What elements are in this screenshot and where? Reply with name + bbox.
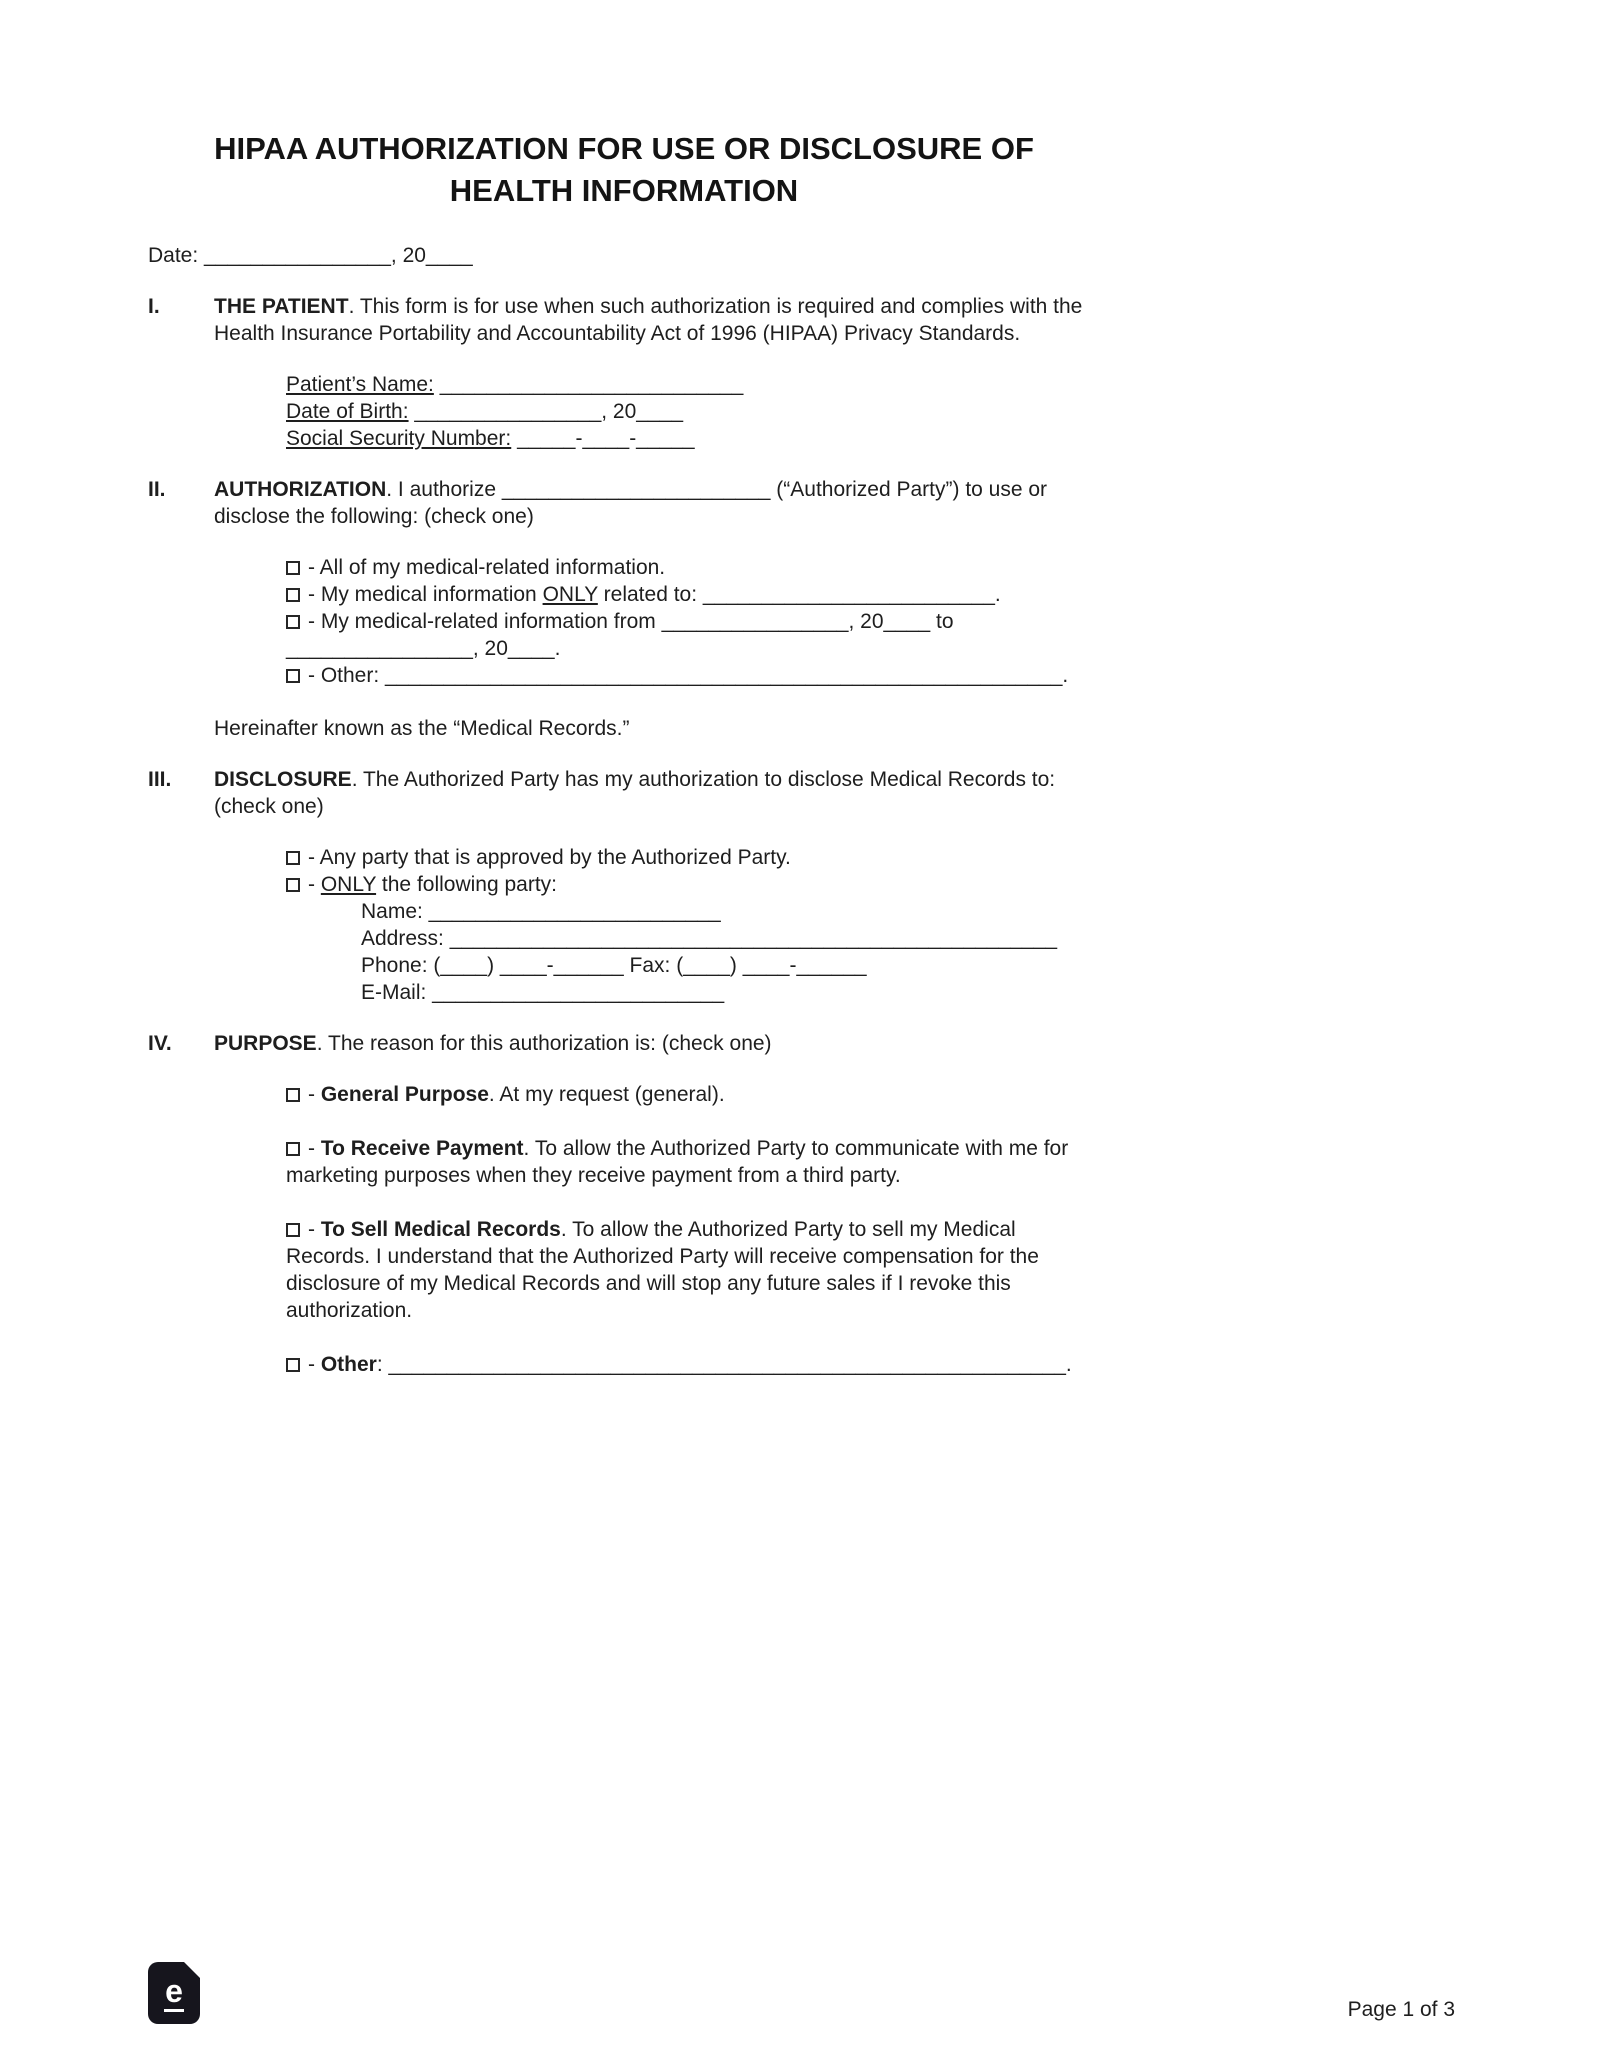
- option-date-range: [286, 608, 1100, 662]
- option-other-label: - Other: __________________________________________________________.: [308, 664, 1069, 687]
- option-onlyparty-post: the following party:: [376, 873, 558, 896]
- section-heading-patient: THE PATIENT: [214, 295, 349, 318]
- eforms-logo: [148, 1962, 200, 2024]
- field-patient-name: [286, 371, 1100, 398]
- option-all-label: - All of my medical-related information.: [308, 556, 666, 579]
- section-number-2: II.: [148, 478, 166, 501]
- purpose-options: [286, 1081, 1100, 1378]
- option-only-pre: - My medical information: [308, 583, 543, 606]
- option-only-related: [286, 581, 1100, 608]
- section-body-authorization: . I authorize _______________________ (“Authorized Party”) to use or disclose the following: (check one): [214, 478, 1048, 528]
- medical-records-note: Hereinafter known as the “Medical Records.”: [214, 717, 630, 740]
- section-body-disclosure: . The Authorized Party has my authorization to disclose Medical Records to: (check one): [214, 768, 1056, 818]
- option-other-authorization: [286, 662, 1100, 689]
- checkbox-icon[interactable]: [286, 1358, 300, 1372]
- section-disclosure: [148, 766, 1100, 1006]
- option-onlyparty-underlined: ONLY: [320, 873, 377, 896]
- section-the-patient: [148, 293, 1100, 452]
- document-title: [148, 128, 1100, 212]
- title-line-1: HIPAA AUTHORIZATION FOR USE OR DISCLOSURE OF: [214, 131, 1034, 166]
- option-only-party: [286, 871, 1100, 898]
- option-otherpurpose-pre: -: [308, 1353, 321, 1376]
- option-general-title: General Purpose: [320, 1083, 489, 1106]
- section-purpose-intro: [214, 1030, 1100, 1057]
- date-line: [148, 242, 1100, 269]
- checkbox-icon[interactable]: [286, 561, 300, 575]
- checkbox-icon[interactable]: [286, 1223, 300, 1237]
- option-range-label: - My medical-related information from ________________, 20____ to ________________, 20____.: [286, 610, 954, 660]
- title-line-2: HEALTH INFORMATION: [449, 173, 799, 208]
- option-other-purpose: [286, 1351, 1100, 1378]
- option-payment-text: . To allow the Authorized Party to communicate with me for marketing purposes when they receive payment from a third party.: [286, 1137, 1069, 1187]
- checkbox-icon[interactable]: [286, 669, 300, 683]
- option-any-party: [286, 844, 1100, 871]
- option-sell-title: To Sell Medical Records: [320, 1218, 561, 1241]
- section-heading-authorization: AUTHORIZATION: [214, 478, 387, 501]
- field-label-ssn: Social Security Number:: [286, 427, 512, 450]
- checkbox-icon[interactable]: [286, 588, 300, 602]
- section-heading-purpose: PURPOSE: [214, 1032, 317, 1055]
- option-general-pre: -: [308, 1083, 321, 1106]
- option-sell-text: . To allow the Authorized Party to sell my Medical Records. I understand that the Authorized Party will receive compensation for the disclosure of my Medical Records and will stop any future sales if I revoke this authorization.: [286, 1218, 1039, 1322]
- field-date-of-birth: [286, 398, 1100, 425]
- option-general-text: . At my request (general).: [488, 1083, 725, 1106]
- party-field-email: E-Mail: _________________________: [361, 981, 725, 1004]
- field-blank-ssn: _____-____-_____: [511, 427, 695, 450]
- party-field-address: Address: ____________________________________________________: [361, 927, 1058, 950]
- field-blank-patient-name: __________________________: [433, 373, 744, 396]
- option-payment-pre: -: [308, 1137, 321, 1160]
- option-onlyparty-pre: -: [308, 873, 321, 896]
- section-number-3: III.: [148, 768, 172, 791]
- eforms-logo-letter: e: [164, 1975, 184, 2012]
- section-authorization-intro: [214, 476, 1100, 530]
- option-any-label: - Any party that is approved by the Authorized Party.: [308, 846, 791, 869]
- party-field-name: Name: _________________________: [361, 900, 721, 923]
- section-body-patient: . This form is for use when such authorization is required and complies with the Health Insurance Portability and Accountability Act of 1996 (HIPAA) Privacy Standards.: [214, 295, 1083, 345]
- document-page: [148, 128, 1100, 1378]
- option-only-underlined: ONLY: [542, 583, 598, 606]
- checkbox-icon[interactable]: [286, 1142, 300, 1156]
- option-payment-title: To Receive Payment: [320, 1137, 524, 1160]
- patient-fields: [286, 371, 1100, 452]
- section-number-4: IV.: [148, 1032, 172, 1055]
- option-otherpurpose-text: : __________________________________________________________.: [376, 1353, 1072, 1376]
- field-label-date-of-birth: Date of Birth:: [286, 400, 409, 423]
- checkbox-icon[interactable]: [286, 878, 300, 892]
- field-ssn: [286, 425, 1100, 452]
- field-blank-date-of-birth: ________________, 20____: [408, 400, 684, 423]
- date-blank: ________________, 20____: [198, 244, 473, 267]
- option-only-post: related to: _________________________.: [597, 583, 1001, 606]
- option-sell-pre: -: [308, 1218, 321, 1241]
- section-purpose: [148, 1030, 1100, 1378]
- party-fields: [361, 898, 1100, 1006]
- option-sell-medical-records: [286, 1216, 1100, 1324]
- option-all-information: [286, 554, 1100, 581]
- option-receive-payment: [286, 1135, 1100, 1189]
- date-label: Date:: [148, 244, 199, 267]
- option-otherpurpose-title: Other: [320, 1353, 377, 1376]
- authorization-options: [286, 554, 1100, 689]
- page-number: Page 1 of 3: [1347, 1998, 1455, 2021]
- section-heading-disclosure: DISCLOSURE: [214, 768, 352, 791]
- checkbox-icon[interactable]: [286, 615, 300, 629]
- option-general-purpose: [286, 1081, 1100, 1108]
- section-disclosure-intro: [214, 766, 1100, 820]
- section-body-purpose: . The reason for this authorization is: (check one): [316, 1032, 772, 1055]
- page-fold-icon: [184, 1962, 200, 1978]
- disclosure-options: [286, 844, 1100, 1006]
- field-label-patient-name: Patient’s Name:: [286, 373, 434, 396]
- party-field-phone-fax: Phone: (____) ____-______ Fax: (____) ____-______: [361, 954, 867, 977]
- section-authorization: [148, 476, 1100, 742]
- checkbox-icon[interactable]: [286, 1088, 300, 1102]
- section-number-1: I.: [148, 295, 160, 318]
- checkbox-icon[interactable]: [286, 851, 300, 865]
- section-patient-intro: [214, 293, 1100, 347]
